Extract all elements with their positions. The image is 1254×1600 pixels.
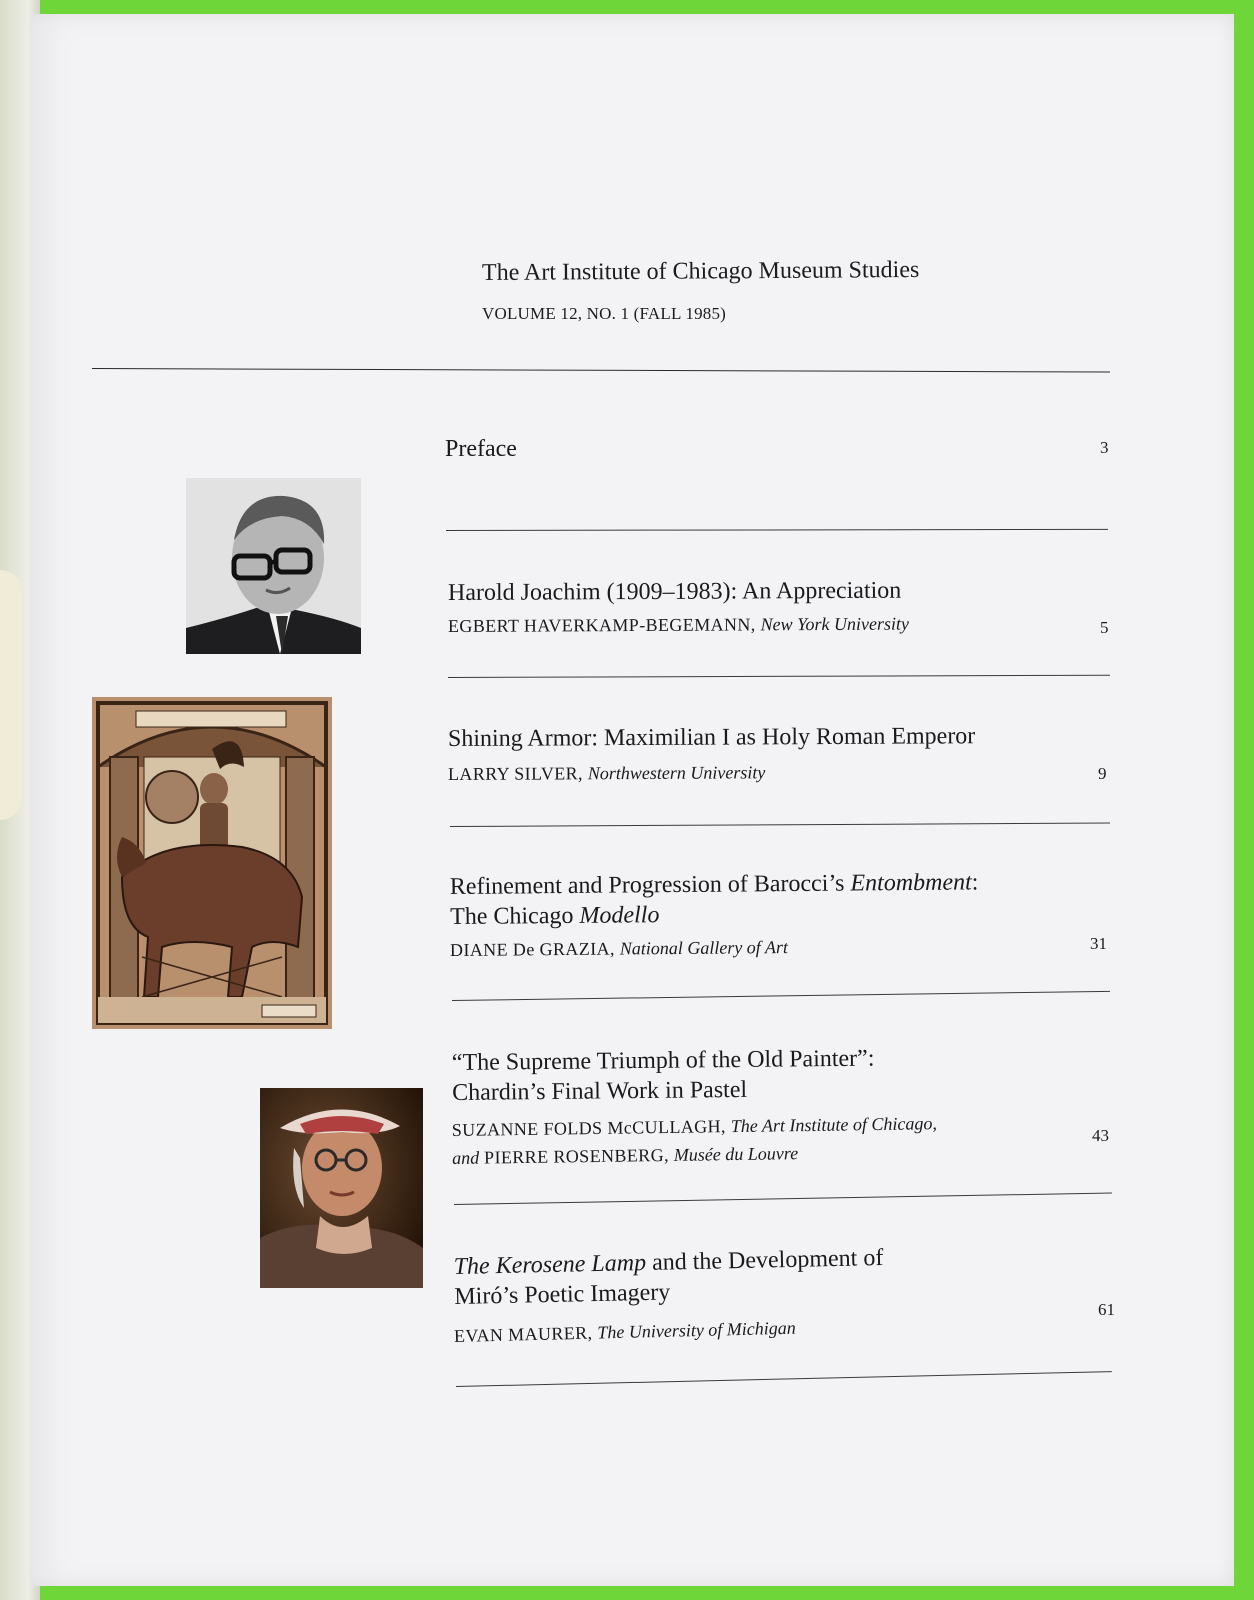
- title-text: The Chicago: [450, 902, 580, 930]
- entry-author-silver: [448, 762, 765, 785]
- author-name: DIANE De GRAZIA,: [449, 938, 615, 960]
- entry-author-joachim: [448, 614, 909, 637]
- entry-page-silver: 9: [1098, 764, 1107, 783]
- entry-page-degrazia: 31: [1090, 934, 1107, 953]
- author-affiliation: National Gallery of Art: [619, 937, 789, 959]
- page-tab: [0, 570, 22, 820]
- author-name: LARRY SILVER,: [447, 763, 583, 784]
- publication-issue: VOLUME 12, NO. 1 (FALL 1985): [482, 304, 727, 323]
- author-affiliation: The University of Michigan: [597, 1317, 796, 1343]
- title-text: :: [971, 869, 979, 896]
- author-affiliation: New York University: [760, 613, 909, 635]
- entry-page-mccullagh: 43: [1092, 1126, 1109, 1145]
- entry-rule: [452, 991, 1110, 1001]
- author-name: PIERRE ROSENBERG,: [483, 1144, 670, 1168]
- entry-page-preface: 3: [1100, 438, 1109, 457]
- entry-page-joachim: 5: [1100, 618, 1109, 637]
- publication-title: The Art Institute of Chicago Museum Studies: [481, 256, 920, 286]
- title-text: Refinement and Progression of Barocci’s: [449, 870, 851, 901]
- entry-title-preface: Preface: [445, 436, 517, 462]
- contents-page: [30, 14, 1234, 1586]
- title-italic: The Kerosene Lamp: [453, 1249, 647, 1281]
- header-rule: [92, 368, 1110, 373]
- entry-title-joachim: Harold Joachim (1909–1983): An Appreciation: [447, 577, 902, 606]
- author-name: EGBERT HAVERKAMP-BEGEMANN,: [447, 614, 756, 636]
- harold-joachim-portrait: [186, 478, 361, 654]
- entry-rule: [448, 675, 1110, 678]
- author-affiliation: Musée du Louvre: [673, 1143, 799, 1165]
- chardin-self-portrait: [260, 1088, 423, 1288]
- author-name: SUZANNE FOLDS McCULLAGH,: [451, 1116, 727, 1141]
- entry-title-maurer: [453, 1243, 884, 1312]
- entry-author-maurer: [454, 1318, 796, 1347]
- title-italic: Entombment: [850, 869, 972, 897]
- title-italic: Modello: [579, 902, 660, 929]
- title-text: and the Development of: [645, 1245, 884, 1276]
- entry-title-mccullagh: [452, 1044, 875, 1108]
- entry-title-degrazia: [450, 867, 979, 932]
- author-affiliation: Northwestern University: [587, 762, 766, 784]
- entry-rule: [456, 1371, 1112, 1387]
- entry-rule: [450, 823, 1110, 827]
- author-conjunction: and: [452, 1147, 480, 1168]
- entry-page-maurer: 61: [1098, 1300, 1115, 1319]
- entry-author-mccullagh: [452, 1109, 938, 1172]
- entry-author-degrazia: [450, 937, 788, 961]
- author-affiliation: The Art Institute of Chicago,: [730, 1113, 938, 1137]
- entry-rule: [446, 529, 1108, 531]
- title-text: Miró’s Poetic Imagery: [454, 1279, 671, 1310]
- entry-title-silver: Shining Armor: Maximilian I as Holy Roman Emperor: [447, 723, 976, 752]
- title-text: Chardin’s Final Work in Pastel: [452, 1076, 748, 1106]
- title-text: “The Supreme Triumph of the Old Painter”:: [451, 1045, 875, 1077]
- entry-rule: [454, 1193, 1112, 1205]
- maximilian-woodcut: [92, 697, 332, 1029]
- author-name: EVAN MAURER,: [453, 1322, 593, 1346]
